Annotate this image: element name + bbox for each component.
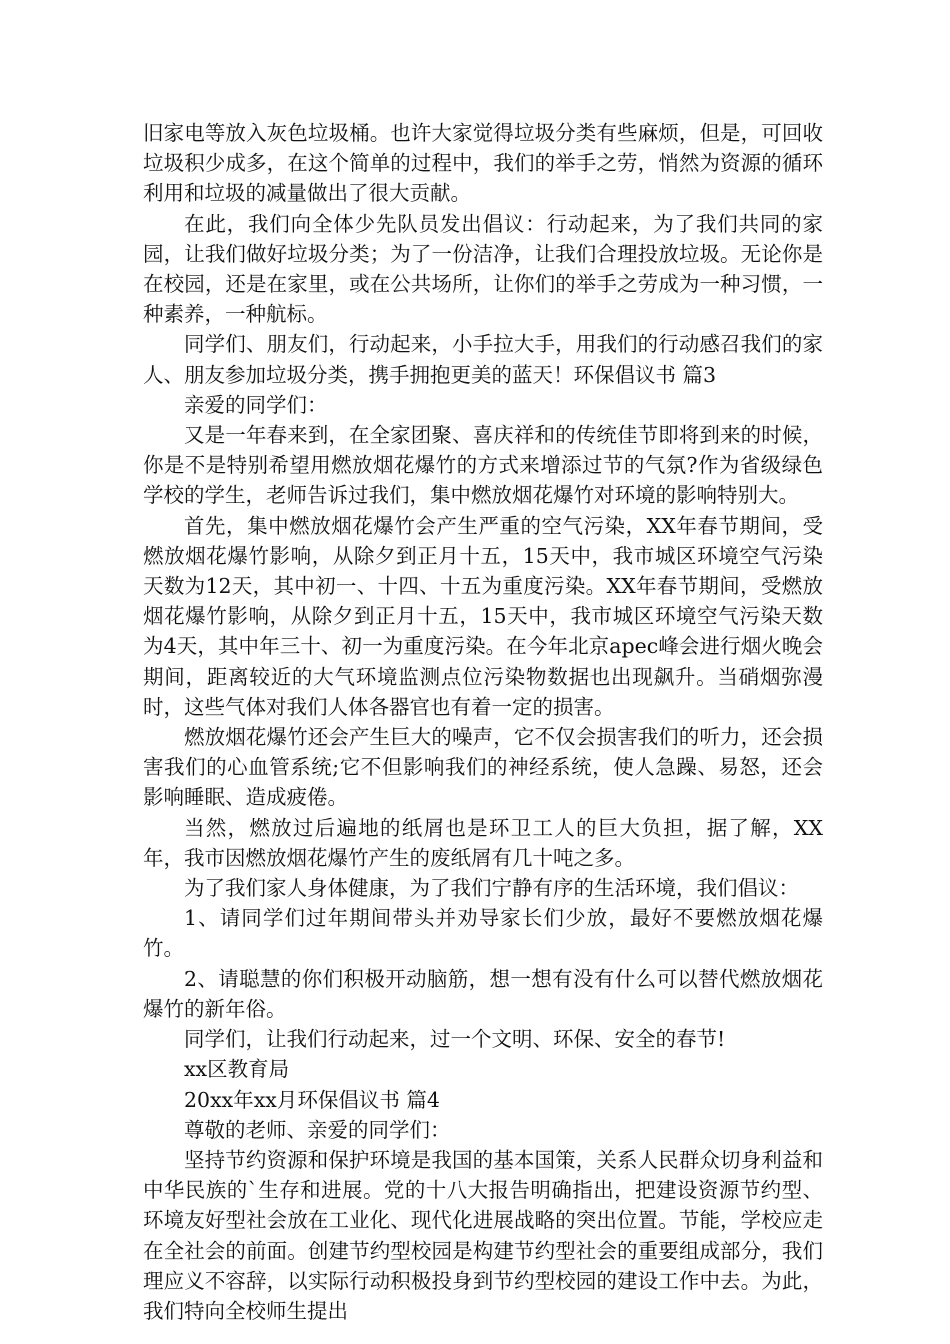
document-body bbox=[143, 118, 823, 1326]
section-heading: 20xx年xx月环保倡议书 篇4 bbox=[184, 1087, 440, 1112]
paragraph: 旧家电等放入灰色垃圾桶。也许大家觉得垃圾分类有些麻烦，但是，可回收垃圾积少成多，在这个简单的过程中，我们的举手之劳，悄然为资源的循环利用和垃圾的减量做出了很大贡献。 bbox=[143, 121, 823, 206]
paragraph: 又是一年春来到，在全家团聚、喜庆祥和的传统佳节即将到来的时候，你是不是特别希望用燃放烟花爆竹的方式来增添过节的气氛?作为省级绿色学校的学生，老师告诉过我们，集中燃放烟花爆竹对环境的影响特别大。 bbox=[143, 423, 823, 508]
paragraph: 当然，燃放过后遍地的纸屑也是环卫工人的巨大负担，据了解，XX年，我市因燃放烟花爆竹产生的废纸屑有几十吨之多。 bbox=[143, 815, 823, 870]
paragraph: 同学们、朋友们，行动起来，小手拉大手，用我们的行动感召我们的家人、朋友参加垃圾分类，携手拥抱更美的蓝天！环保倡议书 篇3 bbox=[143, 332, 823, 387]
list-item: 2、请聪慧的你们积极开动脑筋，想一想有没有什么可以替代燃放烟花爆竹的新年俗。 bbox=[143, 966, 823, 1021]
paragraph: 燃放烟花爆竹还会产生巨大的噪声，它不仅会损害我们的听力，还会损害我们的心血管系统;它不但影响我们的神经系统，使人急躁、易怒，还会影响睡眠、造成疲倦。 bbox=[143, 725, 823, 810]
paragraph: 同学们，让我们行动起来，过一个文明、环保、安全的春节! bbox=[184, 1027, 726, 1052]
list-item: 1、请同学们过年期间带头并劝导家长们少放，最好不要燃放烟花爆竹。 bbox=[143, 906, 823, 961]
paragraph: 首先，集中燃放烟花爆竹会产生严重的空气污染，XX年春节期间，受燃放烟花爆竹影响，从除夕到正月十五，15天中，我市城区环境空气污染天数为12天，其中初一、十四、十五为重度污染。XX年春节期间，受燃放烟花爆竹影响，从除夕到正月十五，15天中，我市城区环境空气污染天数为4天，其中年三十、初一为重度污染。在今年北京apec峰会进行烟火晚会期间，距离较近的大气环境监测点位污染物数据也出现飙升。当硝烟弥漫时，这些气体对我们人体各器官也有着一定的损害。 bbox=[143, 513, 823, 719]
paragraph: 在此，我们向全体少先队员发出倡议：行动起来，为了我们共同的家园，让我们做好垃圾分类；为了一份洁净，让我们合理投放垃圾。无论你是在校园，还是在家里，或在公共场所，让你们的举手之劳成为一种习惯，一种素养，一种航标。 bbox=[143, 211, 823, 327]
salutation: 尊敬的老师、亲爱的同学们： bbox=[184, 1117, 451, 1142]
paragraph: 为了我们家人身体健康，为了我们宁静有序的生活环境，我们倡议： bbox=[184, 876, 799, 901]
salutation: 亲爱的同学们： bbox=[184, 392, 328, 417]
signature: xx区教育局 bbox=[184, 1057, 290, 1082]
paragraph: 坚持节约资源和保护环境是我国的基本国策，关系人民群众切身利益和中华民族的`生存和进展。党的十八大报告明确指出，把建设资源节约型、环境友好型社会放在工业化、现代化进展战略的突出位置。节能，学校应走在全社会的前面。创建节约型校园是构建节约型社会的重要组成部分，我们理应义不容辞，以实际行动积极投身到节约型校园的建设工作中去。为此，我们特向全校师生提出 bbox=[143, 1147, 823, 1323]
